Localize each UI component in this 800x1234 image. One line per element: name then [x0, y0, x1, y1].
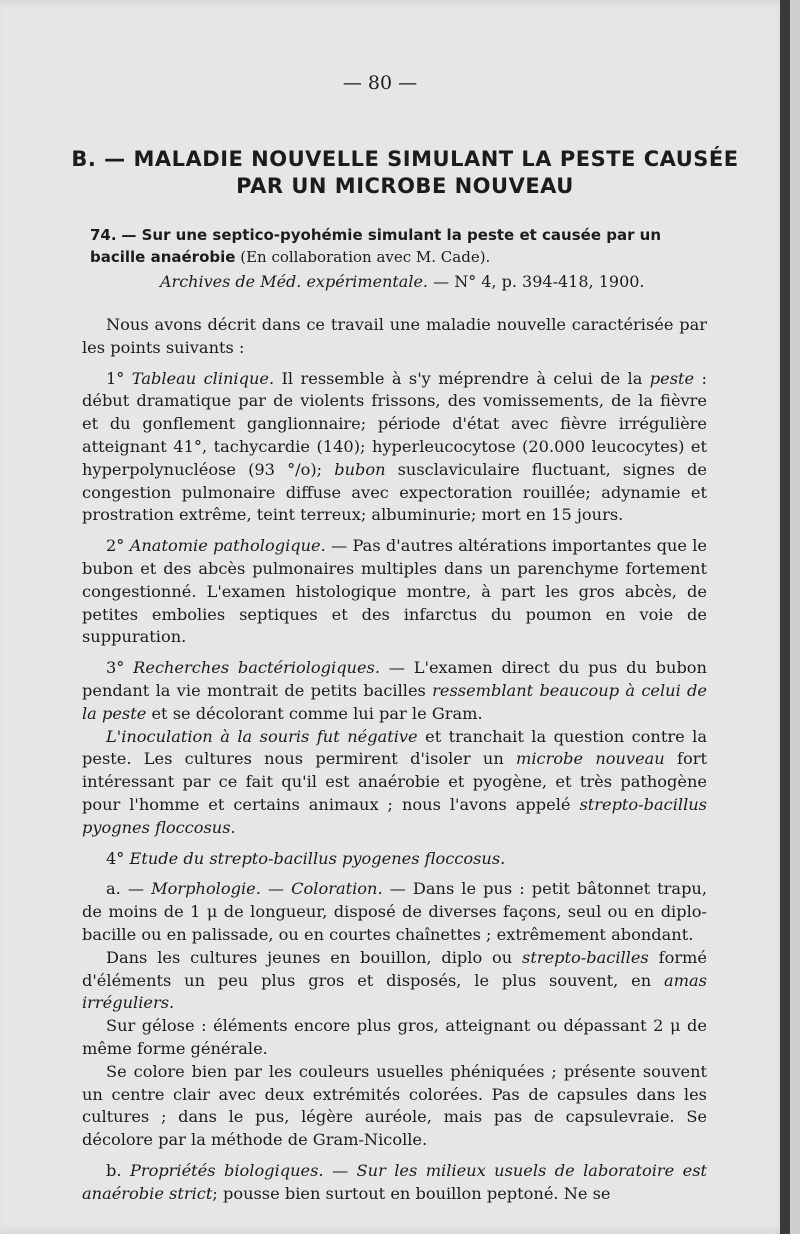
- reference-details: — N° 4, p. 394-418, 1900.: [433, 272, 645, 291]
- pa2-text-a: Dans les cultures jeunes en bouillon, diplo ou: [106, 947, 523, 967]
- pa-label: a. —: [106, 879, 152, 899]
- pa-text: — Dans le pus : petit bâtonnet trapu, de moins de 1 μ de longueur, disposé de diverses façons, seul ou en diplo-bacille ou en palissade, ou en courtes chaînettes ; extrêmement abondant.: [82, 879, 708, 944]
- entry-title: — Sur une septico-pyohémie simulant la peste et causée par un bacille anaérobie: [90, 226, 662, 266]
- p3b-text-a: et tranchait la question contre la peste. Les cultures nous permirent d'isoler un: [82, 726, 707, 769]
- p1-bubon: bubon: [334, 459, 386, 479]
- section-title-line1: B. — MALADIE NOUVELLE SIMULANT LA PESTE CAUSÉE: [71, 147, 739, 171]
- p3b-emphasis-3: strepto-bacillus pyognes floccosus.: [82, 794, 707, 837]
- pa2-emphasis-2: amas irréguliers.: [82, 970, 707, 1013]
- pa2-text-b: formé d'éléments un peu plus gros et disposés, le plus souvent, en: [82, 947, 707, 990]
- paragraph-biology: [82, 1160, 707, 1206]
- pb-label: b.: [106, 1160, 130, 1180]
- p3-emphasis: ressemblant beaucoup à celui de la peste: [82, 680, 707, 723]
- p3-text-a: — L'examen direct du pus du bubon pendant la vie montrait de petits bacilles: [82, 658, 707, 700]
- paragraph-intro: Nous avons décrit dans ce travail une maladie nouvelle caractérisée par les points suivants :: [82, 315, 707, 357]
- paragraph-gelose: Sur gélose : éléments encore plus gros, atteignant ou dépassant 2 μ de même forme générale.: [82, 1016, 707, 1058]
- paragraph-pathology: [82, 535, 707, 649]
- p1-heading: Tableau clinique.: [131, 368, 275, 388]
- section-title-line2: PAR UN MICROBE NOUVEAU: [236, 174, 574, 198]
- p3-text-b: et se décolorant comme lui par le Gram.: [146, 703, 483, 723]
- body-text: [82, 314, 707, 1213]
- p3b-text-b: fort intéressant par ce fait qu'il est anaérobie et pyogène, et très pathogène pour l'homme et certains animaux ; nous l'avons appelé: [82, 749, 707, 814]
- p2-heading: Anatomie pathologique.: [129, 536, 326, 556]
- p1-text-a: Il ressemble à s'y méprendre à celui de la: [274, 368, 650, 388]
- paragraph-coloration: Se colore bien par les couleurs usuelles phéniquées ; présente souvent un centre clair avec deux extrémités colorées. Pas de capsules dans les cultures ; dans le pus, légère auréole, mais pas de capsulevraie. Se décolore par la méthode de Gram-Nicolle.: [82, 1061, 707, 1150]
- page-number: — 80 —: [342, 72, 418, 94]
- pa-heading: Morphologie. — Coloration.: [151, 879, 383, 899]
- p2-text: — Pas d'autres altérations importantes que le bubon et des abcès pulmonaires multiples dans un parenchyme fortement congestionné. L'examen histologique montre, à part les gros abcès, de petites embolies septiques et des infarctus du poumon en voie de suppuration.: [82, 536, 708, 647]
- paragraph-inoculation: [82, 726, 707, 840]
- pb-text: ; pousse bien surtout en bouillon peptoné. Ne se: [212, 1183, 611, 1203]
- pb-heading: Propriétés biologiques. — Sur les milieux usuels de laboratoire est anaérobie strict: [82, 1160, 708, 1203]
- p4-heading: Etude du strepto-bacillus pyogenes floccosus.: [129, 848, 506, 868]
- paragraph-cultures: [82, 947, 707, 1015]
- paragraph-study-heading: [82, 848, 707, 871]
- p3b-emphasis-1: L'inoculation à la souris fut négative: [106, 726, 418, 746]
- p1-text-c: susclaviculaire fluctuant, signes de congestion pulmonaire diffuse avec expectoration rouillée; adynamie et prostration extrême, teint terreux; albuminurie; mort en 15 jours.: [82, 459, 707, 525]
- section-title: [60, 146, 750, 200]
- p1-peste: peste: [649, 368, 695, 388]
- page-edge-shadow: [780, 0, 790, 1234]
- p1-text-b: : début dramatique par de violents frissons, des vomissements, de la fièvre et du gonflement ganglionnaire; période d'état avec fièvre irrégulière atteignant 41°, tachycardie (140); hyperleucocytose (20.000 leucocytes) et hyperpolynucléose (93 °/o);: [82, 368, 707, 479]
- p1-label: 1°: [106, 368, 132, 388]
- paragraph-bacteriology: [82, 657, 707, 725]
- entry-heading: [90, 224, 700, 268]
- bibliographic-reference: [160, 272, 720, 291]
- pa2-emphasis-1: strepto-bacilles: [522, 947, 649, 967]
- p2-label: 2°: [106, 536, 130, 556]
- paragraph-clinical: [82, 368, 707, 528]
- p3b-emphasis-2: microbe nouveau: [516, 749, 665, 769]
- entry-collaboration: (En collaboration avec M. Cade).: [240, 248, 491, 266]
- reference-journal: Archives de Méd. expérimentale.: [160, 272, 429, 291]
- p3-label: 3°: [106, 658, 134, 678]
- p4-label: 4°: [106, 848, 130, 868]
- p3-heading: Recherches bactériologiques.: [133, 658, 381, 678]
- paragraph-morphology: [82, 878, 707, 946]
- entry-number: 74.: [90, 226, 117, 244]
